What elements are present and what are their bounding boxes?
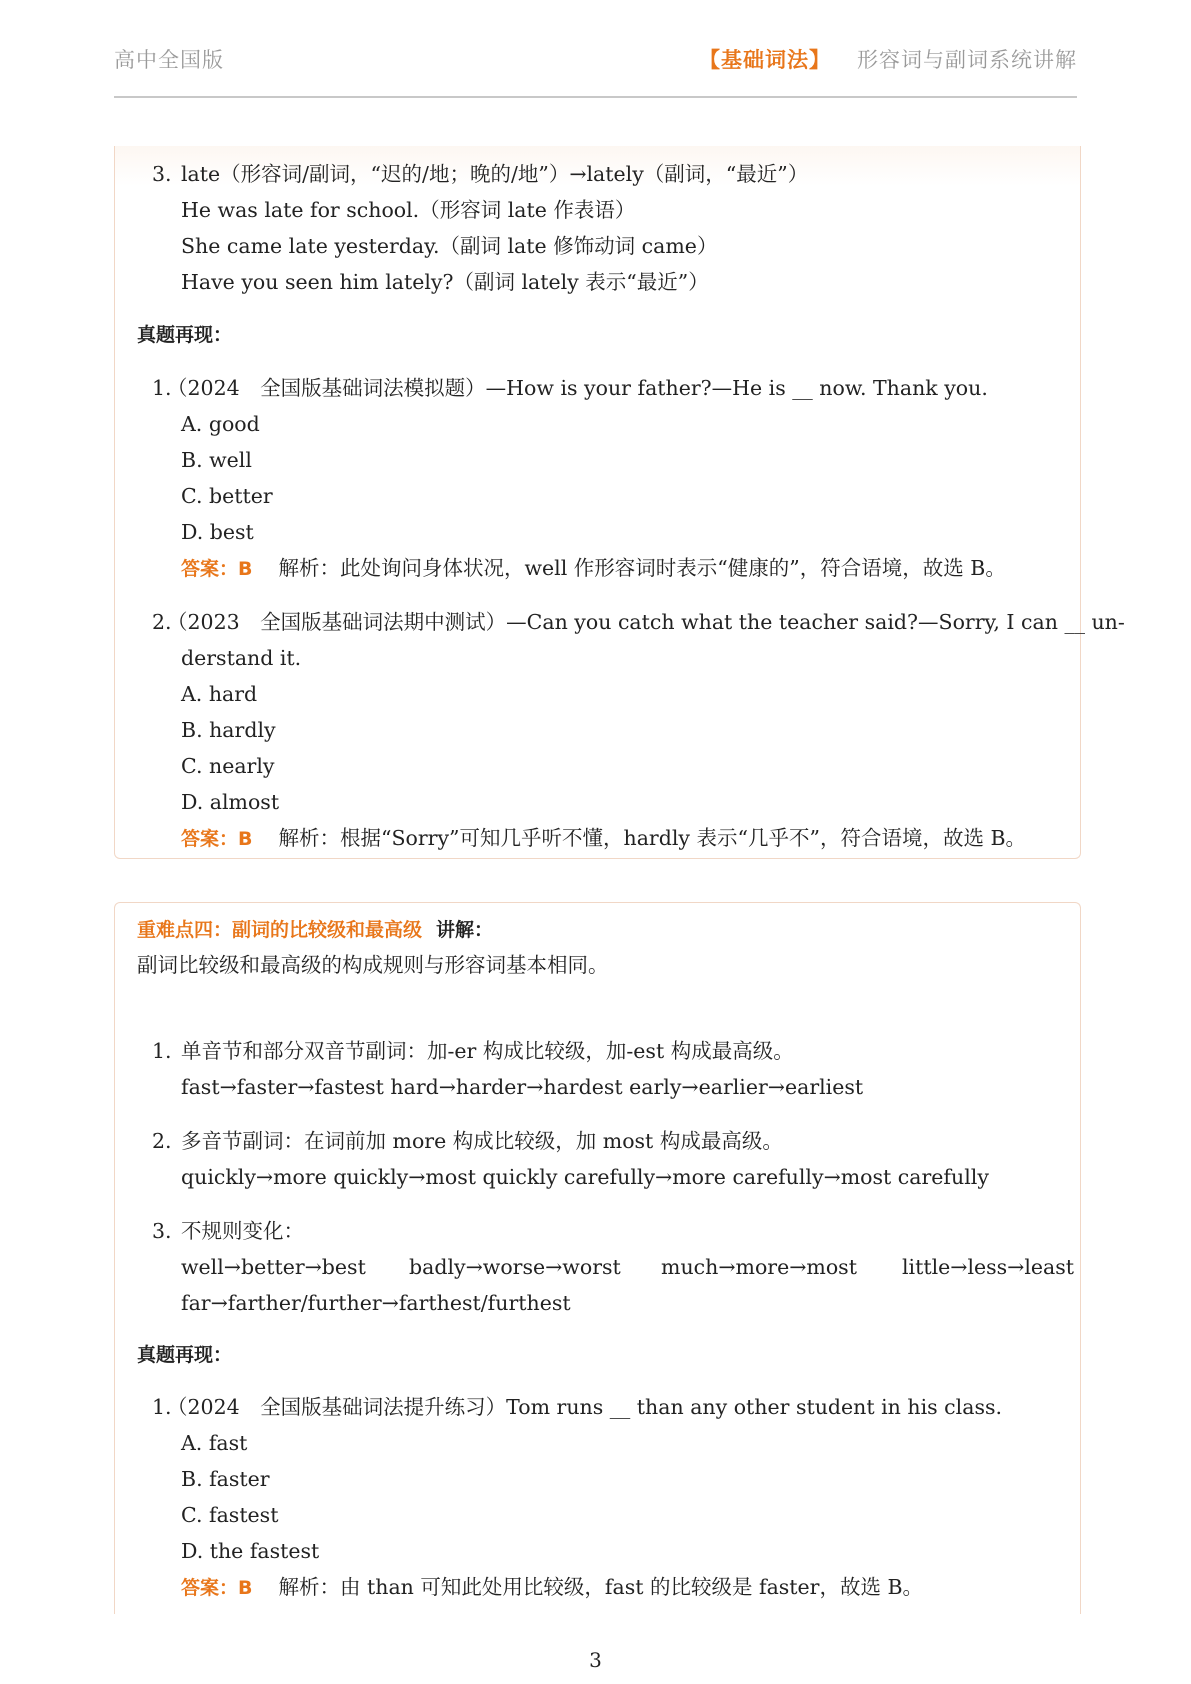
answer-analysis: 解析：根据“Sorry”可知几乎听不懂，hardly 表示“几乎不”，符合语境，故选 B。 [278, 826, 1027, 850]
content-card-1 [114, 146, 1125, 859]
page-header [114, 44, 1077, 98]
edition-label: 高中全国版 [114, 48, 224, 72]
question-number: 1. [152, 1395, 172, 1419]
item-text: late（形容词/副词，“迟的/地；晚的/地”）→lately（副词，“最近”） [181, 162, 809, 186]
option-b: B. hardly [181, 718, 276, 742]
rule-number: 2. [152, 1129, 172, 1153]
answer-label: 答案：B [181, 558, 253, 580]
rule-example: well→better→best [181, 1255, 366, 1279]
example-sentence: She came late yesterday.（副词 late 修饰动词 came） [181, 234, 718, 258]
question-stem: （2024 全国版基础词法模拟题）—How is your father?—He is __ now. Thank you. [167, 376, 988, 400]
intro-text: 副词比较级和最高级的构成规则与形容词基本相同。 [137, 953, 609, 977]
rule-number: 3. [152, 1219, 172, 1243]
rule-text: 不规则变化： [181, 1219, 304, 1243]
option-d: D. best [181, 520, 254, 544]
question-stem: （2024 全国版基础词法提升练习）Tom runs __ than any other student in his class. [167, 1395, 1003, 1419]
answer-line [181, 824, 1026, 853]
section-tag: 【基础词法】 [699, 48, 831, 72]
review-title: 真题再现： [137, 1344, 233, 1366]
heading-title: 重难点四：副词的比较级和最高级 [137, 919, 423, 941]
rule-text: 多音节副词：在词前加 more 构成比较级，加 most 构成最高级。 [181, 1129, 783, 1153]
question-stem: （2023 全国版基础词法期中测试）—Can you catch what the teacher said?—Sorry, I can __ un- [167, 610, 1125, 634]
answer-label: 答案：B [181, 828, 253, 850]
option-b: B. faster [181, 1467, 270, 1491]
answer-line [181, 554, 1006, 583]
answer-label: 答案：B [181, 1577, 253, 1599]
section-heading [137, 915, 493, 944]
option-c: C. nearly [181, 754, 275, 778]
answer-analysis: 解析：由 than 可知此处用比较级，fast 的比较级是 faster，故选 B。 [278, 1575, 924, 1599]
question-number: 2. [152, 610, 172, 634]
item-number: 3. [152, 162, 172, 186]
doc-title: 形容词与副词系统讲解 [857, 48, 1077, 72]
header-right [699, 44, 1077, 74]
review-title: 真题再现： [137, 324, 233, 346]
rule-example: quickly→more quickly→most quickly carefully→more carefully→most carefully [181, 1165, 989, 1189]
rule-number: 1. [152, 1039, 172, 1063]
rule-text: 单音节和部分双音节副词：加-er 构成比较级，加-est 构成最高级。 [181, 1039, 794, 1063]
option-a: A. fast [181, 1431, 248, 1455]
option-a: A. hard [181, 682, 258, 706]
rule-example: badly→worse→worst [409, 1255, 621, 1279]
answer-analysis: 解析：此处询问身体状况，well 作形容词时表示“健康的”，符合语境，故选 B。 [278, 556, 1006, 580]
content-card-2 [114, 902, 1081, 1614]
question-number: 1. [152, 376, 172, 400]
rule-example: little→less→least [902, 1255, 1075, 1279]
option-d: D. the fastest [181, 1539, 320, 1563]
option-b: B. well [181, 448, 252, 472]
rule-example: far→farther/further→farthest/furthest [181, 1291, 571, 1315]
question-stem-cont: derstand it. [181, 646, 302, 670]
heading-suffix: 讲解： [436, 919, 494, 941]
example-sentence: He was late for school.（形容词 late 作表语） [181, 198, 636, 222]
example-sentence: Have you seen him lately?（副词 lately 表示“最近”） [181, 270, 709, 294]
option-a: A. good [181, 412, 260, 436]
answer-line [181, 1573, 923, 1602]
option-c: C. better [181, 484, 273, 508]
rule-example: fast→faster→fastest hard→harder→hardest early→earlier→earliest [181, 1075, 864, 1099]
option-d: D. almost [181, 790, 280, 814]
page-number: 3 [589, 1648, 602, 1672]
option-c: C. fastest [181, 1503, 279, 1527]
rule-example: much→more→most [661, 1255, 857, 1279]
